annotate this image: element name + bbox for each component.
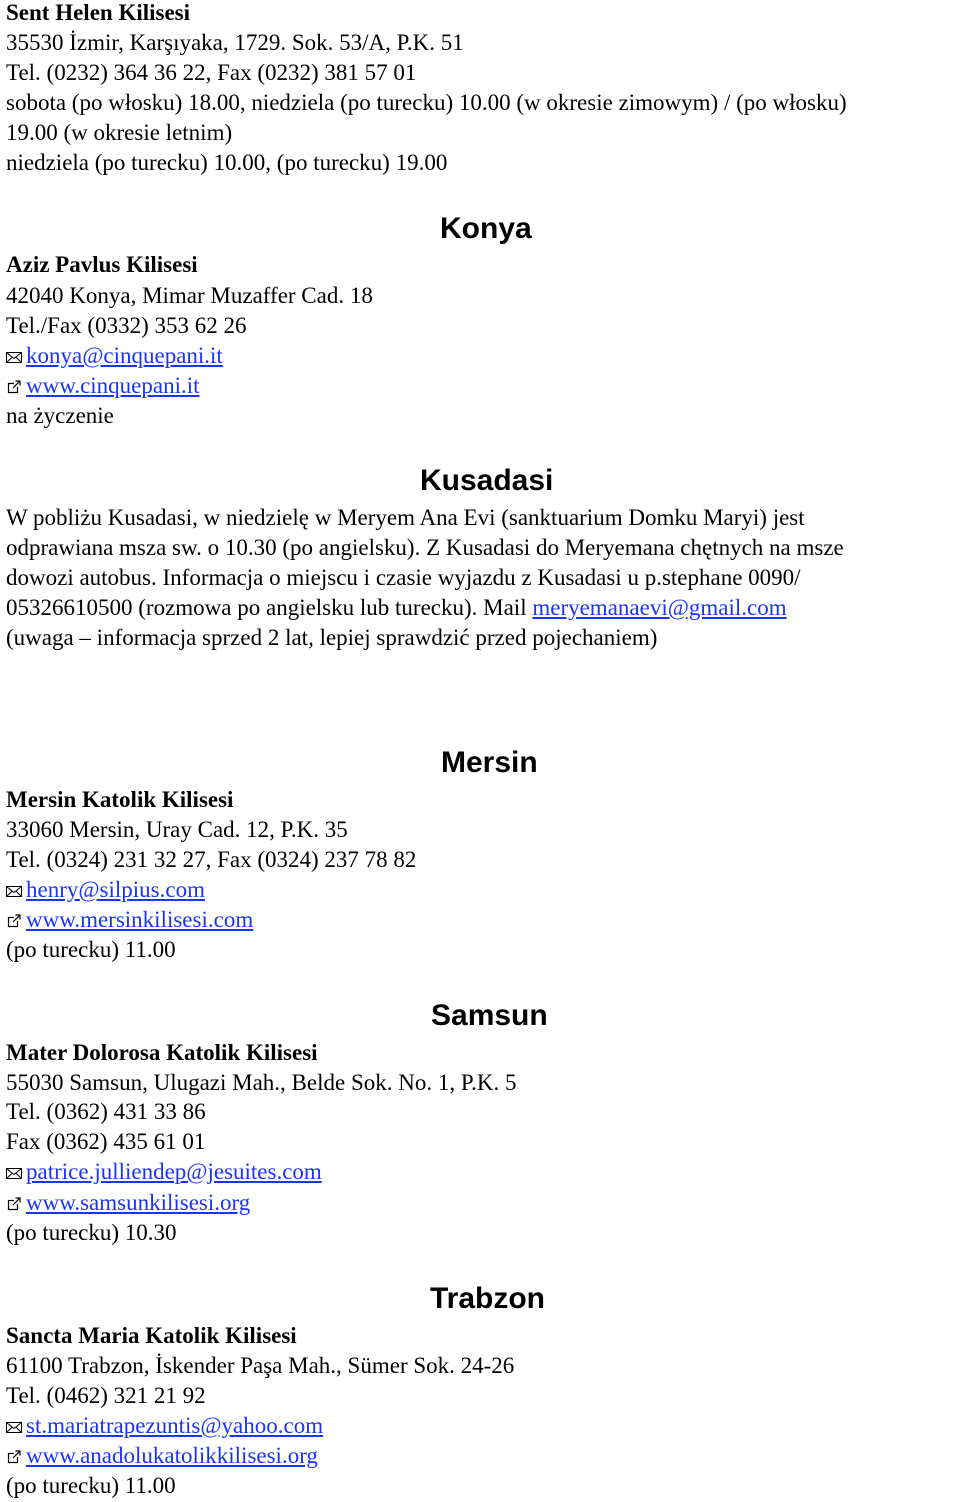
church-name-trabzon: Sancta Maria Katolik Kilisesi [6, 1323, 297, 1348]
paragraph-kusadasi-3: dowozi autobus. Informacja o miejscu i czasie wyjazdu z Kusadasi u p.stephane 0090/ [6, 565, 801, 590]
church-name-helen: Sent Helen Kilisesi [6, 0, 190, 25]
phone-trabzon: Tel. (0462) 321 21 92 [6, 1383, 206, 1408]
email-row-trabzon [6, 1411, 323, 1441]
external-link-icon [6, 1450, 22, 1464]
paragraph-kusadasi-5: (uwaga – informacja sprzed 2 lat, lepiej sprawdzić przed pojechaniem) [6, 625, 658, 650]
paragraph-kusadasi-2: odprawiana msza sw. o 10.30 (po angielsku). Z Kusadasi do Meryemana chętnych na msze [6, 535, 844, 560]
email-row-konya [6, 341, 223, 371]
email-link-konya[interactable]: konya@cinquepani.it [26, 343, 223, 368]
web-row-trabzon [6, 1441, 318, 1471]
email-row-mersin [6, 875, 205, 905]
mass-times-helen-2: 19.00 (w okresie letnim) [6, 120, 233, 145]
paragraph-kusadasi-4 [6, 593, 787, 623]
email-row-samsun [6, 1157, 322, 1187]
mass-times-helen-3: niedziela (po turecku) 10.00, (po turecku) 19.00 [6, 150, 448, 175]
church-name-konya: Aziz Pavlus Kilisesi [6, 252, 198, 277]
phone-mersin: Tel. (0324) 231 32 27, Fax (0324) 237 78 82 [6, 847, 417, 872]
mass-times-samsun: (po turecku) 10.30 [6, 1220, 177, 1245]
web-link-konya[interactable]: www.cinquepani.it [26, 373, 200, 398]
city-heading-mersin: Mersin [441, 746, 538, 779]
fax-samsun: Fax (0362) 435 61 01 [6, 1129, 206, 1154]
address-trabzon: 61100 Trabzon, İskender Paşa Mah., Sümer Sok. 24-26 [6, 1353, 515, 1378]
external-link-icon [6, 914, 22, 928]
phone-konya: Tel./Fax (0332) 353 62 26 [6, 313, 247, 338]
mass-times-trabzon: (po turecku) 11.00 [6, 1473, 176, 1498]
external-link-icon [6, 1197, 22, 1211]
phone-helen: Tel. (0232) 364 36 22, Fax (0232) 381 57 01 [6, 60, 417, 85]
city-heading-samsun: Samsun [431, 999, 548, 1032]
phone-samsun: Tel. (0362) 431 33 86 [6, 1099, 206, 1124]
envelope-icon [6, 1166, 22, 1180]
mass-times-helen-1: sobota (po włosku) 18.00, niedziela (po turecku) 10.00 (w okresie zimowym) / (po włosku) [6, 90, 847, 115]
address-mersin: 33060 Mersin, Uray Cad. 12, P.K. 35 [6, 817, 348, 842]
external-link-icon [6, 380, 22, 394]
paragraph-kusadasi-4-text: 05326610500 (rozmowa po angielsku lub turecku). Mail [6, 595, 533, 620]
envelope-icon [6, 1420, 22, 1434]
city-heading-konya: Konya [440, 212, 532, 245]
church-name-samsun: Mater Dolorosa Katolik Kilisesi [6, 1040, 318, 1065]
email-link-trabzon[interactable]: st.mariatrapezuntis@yahoo.com [26, 1413, 324, 1438]
address-samsun: 55030 Samsun, Ulugazi Mah., Belde Sok. No. 1, P.K. 5 [6, 1070, 517, 1095]
city-heading-trabzon: Trabzon [430, 1282, 546, 1315]
web-link-mersin[interactable]: www.mersinkilisesi.com [26, 907, 254, 932]
web-row-samsun [6, 1188, 250, 1218]
paragraph-kusadasi-1: W pobliżu Kusadasi, w niedzielę w Meryem Ana Evi (sanktuarium Domku Maryi) jest [6, 505, 805, 530]
address-konya: 42040 Konya, Mimar Muzaffer Cad. 18 [6, 283, 373, 308]
envelope-icon [6, 350, 22, 364]
email-link-samsun[interactable]: patrice.julliendep@jesuites.com [26, 1159, 322, 1184]
email-link-kusadasi[interactable]: meryemanaevi@gmail.com [532, 595, 787, 620]
mass-times-mersin: (po turecku) 11.00 [6, 937, 176, 962]
web-link-trabzon[interactable]: www.anadolukatolikkilisesi.org [26, 1443, 318, 1468]
web-row-konya [6, 371, 200, 401]
mass-times-konya: na życzenie [6, 403, 114, 428]
web-link-samsun[interactable]: www.samsunkilisesi.org [26, 1190, 251, 1215]
address-helen: 35530 İzmir, Karşıyaka, 1729. Sok. 53/A, P.K. 51 [6, 30, 464, 55]
email-link-mersin[interactable]: henry@silpius.com [26, 877, 205, 902]
church-name-mersin: Mersin Katolik Kilisesi [6, 787, 234, 812]
city-heading-kusadasi: Kusadasi [420, 464, 554, 497]
web-row-mersin [6, 905, 253, 935]
envelope-icon [6, 884, 22, 898]
